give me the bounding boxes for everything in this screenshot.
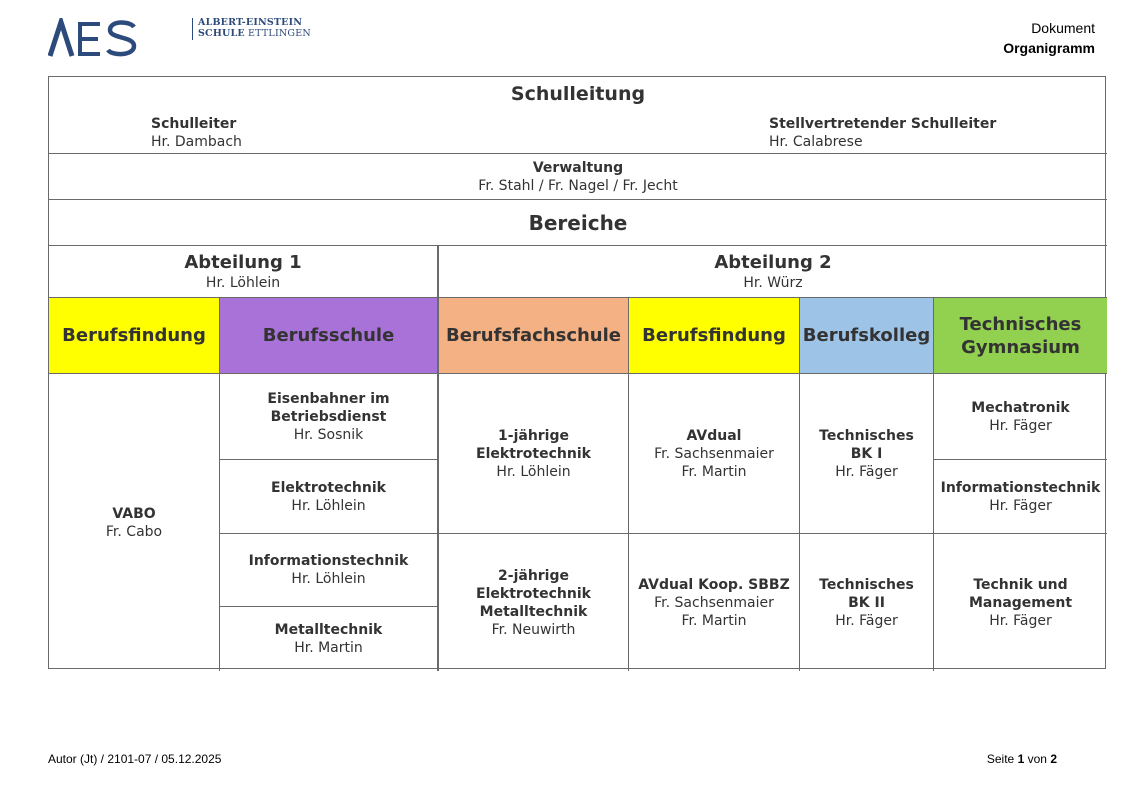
stellv-schulleiter-name: Hr. Calabrese — [769, 134, 863, 150]
verwaltung-names: Fr. Stahl / Fr. Nagel / Fr. Jecht — [478, 177, 678, 194]
footer-page-number: Seite 1 von 2 — [986, 752, 1057, 766]
berufsschule-item — [220, 460, 439, 534]
logo-line-2: SCHULE ETTLINGEN — [198, 28, 311, 39]
berufsschule-item — [220, 534, 439, 607]
berufsschule-item-title: Eisenbahner im Betriebsdienst — [267, 390, 390, 425]
berufskolleg-item — [800, 374, 934, 534]
abteilung-2-name: Hr. Würz — [743, 274, 803, 291]
logo-line-1: ALBERT-EINSTEIN — [198, 17, 303, 28]
doc-title: Organigramm — [1003, 40, 1095, 56]
bereiche-heading: Bereiche — [49, 200, 1107, 246]
berufsfindung-item — [629, 534, 800, 671]
gymnasium-item — [934, 374, 1107, 460]
berufskolleg-item-name: Hr. Fäger — [835, 463, 898, 480]
verwaltung-row — [49, 154, 1107, 200]
berufsfachschule-item-title: 1-jährige Elektrotechnik — [476, 427, 591, 462]
berufsschule-item-name: Hr. Löhlein — [291, 571, 366, 587]
berufsfachschule-item — [439, 534, 629, 671]
gymnasium-item-name: Hr. Fäger — [989, 612, 1052, 629]
gymnasium-item-name: Hr. Fäger — [989, 497, 1052, 514]
berufskolleg-item — [800, 534, 934, 671]
berufsfindung-item-name: Fr. Sachsenmaier — [654, 445, 774, 462]
doc-label: Dokument — [1031, 20, 1095, 36]
berufsschule-item-title: Informationstechnik — [248, 553, 409, 569]
berufsfachschule-item — [439, 374, 629, 534]
schulleitung-title: Schulleitung — [510, 83, 646, 105]
aes-logo-mark — [48, 18, 138, 58]
vabo-cell — [49, 374, 220, 671]
gymnasium-item — [934, 460, 1107, 534]
berufskolleg-item-name: Hr. Fäger — [835, 612, 898, 629]
berufsfachschule-item-name: Hr. Löhlein — [496, 463, 571, 480]
stellv-schulleiter — [769, 115, 996, 151]
schulleiter — [151, 115, 242, 151]
vabo-name: Fr. Cabo — [105, 523, 163, 540]
berufsfindung-item-title: AVdual Koop. SBBZ — [638, 576, 790, 593]
abteilung-1-title: Abteilung 1 — [184, 251, 302, 273]
abteilung-1-name: Hr. Löhlein — [205, 274, 281, 291]
logo-divider — [192, 18, 193, 40]
document-type — [1003, 20, 1095, 56]
gymnasium-item-name: Hr. Fäger — [989, 417, 1052, 434]
category-berufsfindung-2: Berufsfindung — [629, 298, 800, 374]
org-chart — [48, 76, 1106, 669]
category-technisches-gymnasium: Technisches Gymnasium — [934, 298, 1107, 374]
stellv-schulleiter-role: Stellvertretender Schulleiter — [769, 116, 997, 132]
berufsfindung-item-name: Fr. Sachsenmaier — [654, 594, 774, 611]
berufskolleg-item-title: Technisches BK I — [819, 427, 914, 462]
gymnasium-item-title: Informationstechnik — [940, 479, 1101, 496]
berufsschule-item-title: Elektrotechnik — [271, 479, 386, 496]
berufsfindung-item-name: Fr. Martin — [681, 612, 747, 629]
berufskolleg-item-title: Technisches BK II — [819, 576, 914, 611]
berufsschule-item-title: Metalltechnik — [274, 622, 383, 638]
verwaltung-title: Verwaltung — [532, 159, 624, 176]
school-logo — [48, 17, 311, 58]
vabo-title: VABO — [112, 505, 156, 522]
gymnasium-item-title: Mechatronik — [971, 399, 1070, 416]
schulleiter-role: Schulleiter — [151, 116, 237, 132]
abteilung-2 — [439, 246, 1107, 298]
schulleitung-row — [49, 77, 1107, 154]
footer-author: Autor (Jt) / 2101-07 / 05.12.2025 — [48, 752, 222, 766]
gymnasium-item-title: Technik und Management — [968, 576, 1073, 611]
berufsschule-item-name: Hr. Sosnik — [293, 426, 364, 443]
abteilung-2-title: Abteilung 2 — [714, 251, 832, 273]
category-berufsfachschule: Berufsfachschule — [439, 298, 629, 374]
berufsfindung-item-name: Fr. Martin — [681, 463, 747, 480]
berufsschule-item-name: Hr. Martin — [294, 640, 363, 656]
category-berufsfindung-1: Berufsfindung — [49, 298, 220, 374]
berufsfindung-item-title: AVdual — [686, 427, 742, 444]
berufsfindung-item — [629, 374, 800, 534]
berufsschule-item-name: Hr. Löhlein — [291, 497, 366, 514]
berufsfachschule-item-name: Fr. Neuwirth — [491, 621, 576, 638]
schulleiter-name: Hr. Dambach — [151, 134, 242, 150]
gymnasium-item — [934, 534, 1107, 671]
category-berufsschule: Berufsschule — [220, 298, 439, 374]
berufsfachschule-item-title: 2-jährige Elektrotechnik Metalltechnik — [476, 567, 591, 620]
category-berufskolleg: Berufskolleg — [800, 298, 934, 374]
berufsschule-item — [220, 607, 439, 671]
abteilung-1 — [49, 246, 439, 298]
berufsschule-item — [220, 374, 439, 460]
